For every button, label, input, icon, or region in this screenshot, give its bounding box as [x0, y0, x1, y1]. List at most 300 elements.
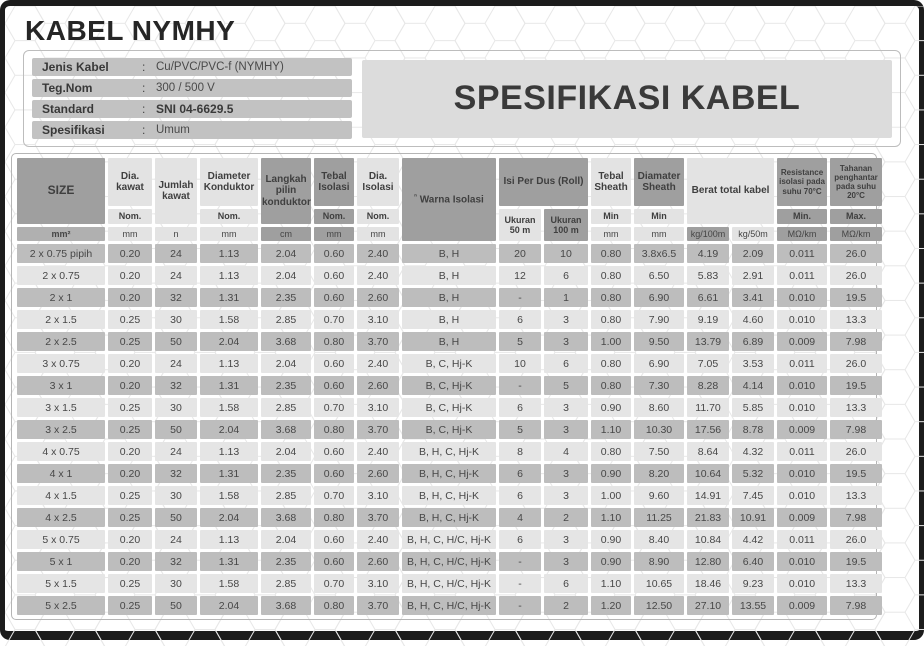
table-row [17, 464, 882, 483]
cell: 50 [155, 596, 197, 615]
header-isi-per-dus: Isi Per Dus (Roll) [499, 158, 588, 206]
cell: 0.90 [591, 464, 631, 483]
cell: B, C, Hj-K [402, 398, 496, 417]
cell: 26.0 [830, 442, 882, 461]
cell: 0.20 [108, 552, 152, 571]
cell: 9.60 [634, 486, 684, 505]
cell: 4.19 [687, 244, 729, 263]
cell: 2.04 [261, 266, 311, 285]
cell: 19.5 [830, 376, 882, 395]
cell: 6 [544, 266, 588, 285]
info-value: SNI 04-6629.5 [156, 101, 234, 116]
cell: 0.20 [108, 376, 152, 395]
cell: 3.68 [261, 508, 311, 527]
cell: 13.3 [830, 398, 882, 417]
cell: 10.64 [687, 464, 729, 483]
cell: 0.010 [777, 398, 827, 417]
table-row [17, 596, 882, 615]
cell: 7.98 [830, 596, 882, 615]
cell: 6 [499, 398, 541, 417]
header-dia-isolasi: Dia. Isolasi [357, 158, 399, 206]
cell: 0.009 [777, 596, 827, 615]
unit-mm: mm [591, 227, 631, 241]
table-row [17, 354, 882, 373]
cell: 0.009 [777, 508, 827, 527]
cell: 3 [544, 530, 588, 549]
cell: 0.25 [108, 596, 152, 615]
cell: 1.58 [200, 486, 258, 505]
cell: 0.010 [777, 310, 827, 329]
cell: 32 [155, 288, 197, 307]
cell: 6 [499, 464, 541, 483]
cell: 8.78 [732, 420, 774, 439]
cell: 0.80 [591, 376, 631, 395]
spec-banner [362, 60, 892, 138]
cell: B, H [402, 332, 496, 351]
info-value: 300 / 500 V [156, 81, 215, 94]
cell: 0.25 [108, 398, 152, 417]
cell: 8.60 [634, 398, 684, 417]
cell: 13.3 [830, 486, 882, 505]
cell: 19.5 [830, 552, 882, 571]
cell: 4 [499, 508, 541, 527]
header-tahanan: Tahanan penghantar pada suhu 20°C [830, 158, 882, 206]
cell: 0.90 [591, 530, 631, 549]
cell: 0.60 [314, 376, 354, 395]
cell: 0.009 [777, 332, 827, 351]
cell: 2.60 [357, 552, 399, 571]
cell: 7.50 [634, 442, 684, 461]
cell: 17.56 [687, 420, 729, 439]
cell: 4.32 [732, 442, 774, 461]
cell: 3.68 [261, 596, 311, 615]
cell: 6.61 [687, 288, 729, 307]
cell: 13.55 [732, 596, 774, 615]
info-separator: : [142, 101, 146, 116]
cell: 8 [499, 442, 541, 461]
cell: 0.010 [777, 464, 827, 483]
subheader-min: Min. [777, 209, 827, 224]
cell: 4 x 0.75 [17, 442, 105, 461]
cell: 2.40 [357, 530, 399, 549]
table-row [17, 530, 882, 549]
cell: 2.04 [261, 442, 311, 461]
cell: 7.45 [732, 486, 774, 505]
subheader-min: Min [634, 209, 684, 224]
warna-footnote-marker: ⁿ [414, 193, 417, 201]
cell: 3.41 [732, 288, 774, 307]
cell: 1.58 [200, 398, 258, 417]
cell: 0.010 [777, 574, 827, 593]
cell: 8.20 [634, 464, 684, 483]
cell: 30 [155, 310, 197, 329]
cell: 0.010 [777, 376, 827, 395]
cell: 1.10 [591, 420, 631, 439]
info-value: Cu/PVC/PVC-f (NYMHY) [156, 60, 284, 73]
cell: 2.40 [357, 442, 399, 461]
header-tebal-sheath: Tebal Sheath [591, 158, 631, 206]
header-dia-kawat: Dia. kawat [108, 158, 152, 206]
cell: 0.80 [314, 508, 354, 527]
cell: 0.80 [314, 596, 354, 615]
cell: 1 [544, 288, 588, 307]
cell: 0.20 [108, 442, 152, 461]
cell: 3.70 [357, 332, 399, 351]
spec-banner-title: SPESIFIKASI KABEL [453, 79, 801, 117]
unit-n: n [155, 227, 197, 241]
cell: 3 [544, 332, 588, 351]
cell: 19.5 [830, 288, 882, 307]
cell: 10.30 [634, 420, 684, 439]
cell: 32 [155, 552, 197, 571]
cell: 10 [499, 354, 541, 373]
cell: 1.20 [591, 596, 631, 615]
cell: 6 [499, 486, 541, 505]
cell: 2.40 [357, 266, 399, 285]
table-row [17, 266, 882, 285]
info-panel [23, 50, 901, 147]
cell: 6 [499, 310, 541, 329]
unit-mm: mm [108, 227, 152, 241]
cell: 2.35 [261, 552, 311, 571]
page [5, 15, 919, 620]
cell: 10.84 [687, 530, 729, 549]
info-row-teg-nom [32, 79, 352, 97]
cell: 0.60 [314, 288, 354, 307]
cell: 12.80 [687, 552, 729, 571]
cell: 50 [155, 332, 197, 351]
cell: 0.80 [591, 442, 631, 461]
cell: 3.70 [357, 596, 399, 615]
cell: B, C, Hj-K [402, 420, 496, 439]
cell: 0.20 [108, 266, 152, 285]
unit-mm: mm [634, 227, 684, 241]
table-row [17, 376, 882, 395]
spec-table-body [17, 244, 882, 615]
spec-table-container [11, 153, 877, 620]
subheader-ukuran-100: Ukuran 100 m [544, 209, 588, 241]
info-separator: : [142, 122, 146, 137]
cell: 7.98 [830, 332, 882, 351]
cell: 2.85 [261, 486, 311, 505]
table-row [17, 552, 882, 571]
cell: 0.25 [108, 332, 152, 351]
cell: 9.19 [687, 310, 729, 329]
cell: 24 [155, 442, 197, 461]
cell: 26.0 [830, 266, 882, 285]
unit-mohm: MΩ/km [777, 227, 827, 241]
cell: 7.05 [687, 354, 729, 373]
cell: 2 [544, 508, 588, 527]
cell: 50 [155, 420, 197, 439]
cell: 0.20 [108, 288, 152, 307]
cell: 2.04 [261, 354, 311, 373]
cell: 2.60 [357, 288, 399, 307]
cell: 19.5 [830, 464, 882, 483]
cell: 0.010 [777, 486, 827, 505]
cell: B, H, C, Hj-K [402, 464, 496, 483]
subheader-nom: Nom. [357, 209, 399, 224]
cell: 4.60 [732, 310, 774, 329]
cell: B, H [402, 288, 496, 307]
cell: 32 [155, 376, 197, 395]
cell: 0.011 [777, 244, 827, 263]
cell: 6.40 [732, 552, 774, 571]
cell: 8.90 [634, 552, 684, 571]
cell: 9.23 [732, 574, 774, 593]
cell: 3 [544, 552, 588, 571]
cell: 3 x 1 [17, 376, 105, 395]
cell: B, H [402, 244, 496, 263]
cell: 5.83 [687, 266, 729, 285]
cell: 1.00 [591, 486, 631, 505]
cell: 0.60 [314, 464, 354, 483]
cell: 0.70 [314, 486, 354, 505]
cell: 26.0 [830, 354, 882, 373]
cell: 0.60 [314, 354, 354, 373]
table-row [17, 442, 882, 461]
unit-mohm: MΩ/km [830, 227, 882, 241]
spec-table-header [17, 158, 882, 241]
subheader-ukuran-50: Ukuran 50 m [499, 209, 541, 241]
cell: 6 [544, 574, 588, 593]
cell: 2.35 [261, 464, 311, 483]
cell: 5.85 [732, 398, 774, 417]
cell: 6.90 [634, 288, 684, 307]
cell: 0.80 [591, 354, 631, 373]
cell: 2 [544, 596, 588, 615]
cell: 1.13 [200, 530, 258, 549]
cell: 32 [155, 464, 197, 483]
cell: 2.35 [261, 288, 311, 307]
cell: 0.60 [314, 442, 354, 461]
header-size: SIZE [17, 158, 105, 224]
cell: 0.80 [314, 332, 354, 351]
cell: 0.20 [108, 244, 152, 263]
cell: 1.31 [200, 552, 258, 571]
cell: 13.3 [830, 310, 882, 329]
cell: 7.30 [634, 376, 684, 395]
cell: 5 [544, 376, 588, 395]
cell: 5 x 2.5 [17, 596, 105, 615]
spec-table [14, 155, 885, 618]
cell: 24 [155, 354, 197, 373]
cell: 2.85 [261, 310, 311, 329]
page-title: KABEL NYMHY [25, 15, 236, 46]
info-label: Spesifikasi [42, 122, 105, 137]
cell: 21.83 [687, 508, 729, 527]
cell: 0.80 [314, 420, 354, 439]
cell: 2.04 [261, 244, 311, 263]
info-label: Teg.Nom [42, 80, 93, 95]
cell: 1.31 [200, 464, 258, 483]
cell: 3 x 0.75 [17, 354, 105, 373]
table-row [17, 244, 882, 263]
cell: 2.04 [200, 508, 258, 527]
info-row-standard [32, 100, 352, 118]
header-langkah-pilin: Langkah pilin konduktor [261, 158, 311, 224]
info-label: Standard [42, 101, 95, 116]
cell: 0.90 [591, 398, 631, 417]
cell: 3.70 [357, 420, 399, 439]
cell: 12 [499, 266, 541, 285]
cell: 30 [155, 398, 197, 417]
cell: 2 x 2.5 [17, 332, 105, 351]
cell: B, H, C, H/C, Hj-K [402, 530, 496, 549]
cell: 1.13 [200, 442, 258, 461]
cell: 5 x 1.5 [17, 574, 105, 593]
cell: 2.91 [732, 266, 774, 285]
cell: B, H [402, 310, 496, 329]
cell: 3 [544, 398, 588, 417]
subheader-max: Max. [830, 209, 882, 224]
cell: 26.0 [830, 530, 882, 549]
cell: B, C, Hj-K [402, 354, 496, 373]
info-row-jenis-kabel [32, 58, 352, 76]
cell: 1.13 [200, 244, 258, 263]
cell: 13.3 [830, 574, 882, 593]
cell: 0.70 [314, 398, 354, 417]
cell: 30 [155, 486, 197, 505]
cell: B, H, C, Hj-K [402, 508, 496, 527]
cell: 0.60 [314, 266, 354, 285]
cell: 2.04 [200, 332, 258, 351]
cell: - [499, 288, 541, 307]
cell: - [499, 376, 541, 395]
unit-mm: mm [200, 227, 258, 241]
cell: 12.50 [634, 596, 684, 615]
unit-mm: mm [357, 227, 399, 241]
cell: 6 [544, 354, 588, 373]
info-value: Umum [156, 123, 190, 136]
subheader-nom: Nom. [108, 209, 152, 224]
cell: B, H, C, Hj-K [402, 442, 496, 461]
cell: 2.60 [357, 376, 399, 395]
header-jumlah-kawat: Jumlah kawat [155, 158, 197, 224]
cell: 3.10 [357, 574, 399, 593]
warna-label: Warna Isolasi [419, 194, 484, 206]
cell: 5 [499, 420, 541, 439]
table-row [17, 420, 882, 439]
cell: 1.58 [200, 574, 258, 593]
cell: 1.13 [200, 354, 258, 373]
cell: 2.04 [261, 530, 311, 549]
cell: 18.46 [687, 574, 729, 593]
cell: 7.98 [830, 508, 882, 527]
cell: 8.40 [634, 530, 684, 549]
cell: 3 [544, 464, 588, 483]
cell: 3 [544, 486, 588, 505]
cell: 0.60 [314, 244, 354, 263]
cell: 2.40 [357, 354, 399, 373]
unit-kg50: kg/50m [732, 227, 774, 241]
cell: 0.009 [777, 420, 827, 439]
table-row [17, 288, 882, 307]
cell: 0.25 [108, 310, 152, 329]
cell: 27.10 [687, 596, 729, 615]
cell: 1.31 [200, 288, 258, 307]
cell: 0.010 [777, 288, 827, 307]
header-berat-total: Berat total kabel [687, 158, 774, 224]
cell: B, C, Hj-K [402, 376, 496, 395]
cell: 0.25 [108, 574, 152, 593]
cell: 1.10 [591, 508, 631, 527]
cell: B, H [402, 266, 496, 285]
table-row [17, 332, 882, 351]
cell: B, H, C, H/C, Hj-K [402, 574, 496, 593]
header-diameter-konduktor: Diameter Konduktor [200, 158, 258, 206]
table-row [17, 310, 882, 329]
cell: 0.90 [591, 552, 631, 571]
cell: 5 x 1 [17, 552, 105, 571]
cell: 5 [499, 332, 541, 351]
cell: 0.011 [777, 530, 827, 549]
cell: 5.32 [732, 464, 774, 483]
cell: 0.25 [108, 508, 152, 527]
cell: 4.14 [732, 376, 774, 395]
cell: 0.60 [314, 552, 354, 571]
cell: 1.13 [200, 266, 258, 285]
cell: B, H, C, Hj-K [402, 486, 496, 505]
cell: 10.91 [732, 508, 774, 527]
cell: 3.10 [357, 486, 399, 505]
cell: - [499, 552, 541, 571]
cell: - [499, 574, 541, 593]
cell: 6.89 [732, 332, 774, 351]
header-tebal-isolasi: Tebal Isolasi [314, 158, 354, 206]
subheader-min: Min [591, 209, 631, 224]
cell: 0.80 [591, 288, 631, 307]
cell: 0.60 [314, 530, 354, 549]
info-label: Jenis Kabel [42, 59, 109, 74]
cell: 3.53 [732, 354, 774, 373]
subheader-nom: Nom. [200, 209, 258, 224]
cell: 3.68 [261, 332, 311, 351]
cell: 1.00 [591, 332, 631, 351]
cell: 4.42 [732, 530, 774, 549]
cell: 2 x 0.75 [17, 266, 105, 285]
cell: 7.90 [634, 310, 684, 329]
cell: 6 [499, 530, 541, 549]
header-resistance: Resistance isolasi pada suhu 70°C [777, 158, 827, 206]
cell: 20 [499, 244, 541, 263]
cell: 2 x 0.75 pipih [17, 244, 105, 263]
cell: 0.80 [591, 310, 631, 329]
table-row [17, 486, 882, 505]
table-row [17, 398, 882, 417]
cell: 2.85 [261, 574, 311, 593]
cell: 0.80 [591, 266, 631, 285]
cell: 8.64 [687, 442, 729, 461]
cell: 0.011 [777, 442, 827, 461]
cell: 4 x 2.5 [17, 508, 105, 527]
unit-cm: cm [261, 227, 311, 241]
cell: 14.91 [687, 486, 729, 505]
cell: 2.35 [261, 376, 311, 395]
cell: 2.04 [200, 596, 258, 615]
cell: 2.04 [200, 420, 258, 439]
cell: 30 [155, 574, 197, 593]
cell: 10 [544, 244, 588, 263]
cell: 0.20 [108, 530, 152, 549]
cell: 3 x 2.5 [17, 420, 105, 439]
cell: 0.20 [108, 464, 152, 483]
table-row [17, 508, 882, 527]
header-warna-isolasi [402, 158, 496, 241]
cell: B, H, C, H/C, Hj-K [402, 552, 496, 571]
cell: 24 [155, 244, 197, 263]
cell: 11.25 [634, 508, 684, 527]
